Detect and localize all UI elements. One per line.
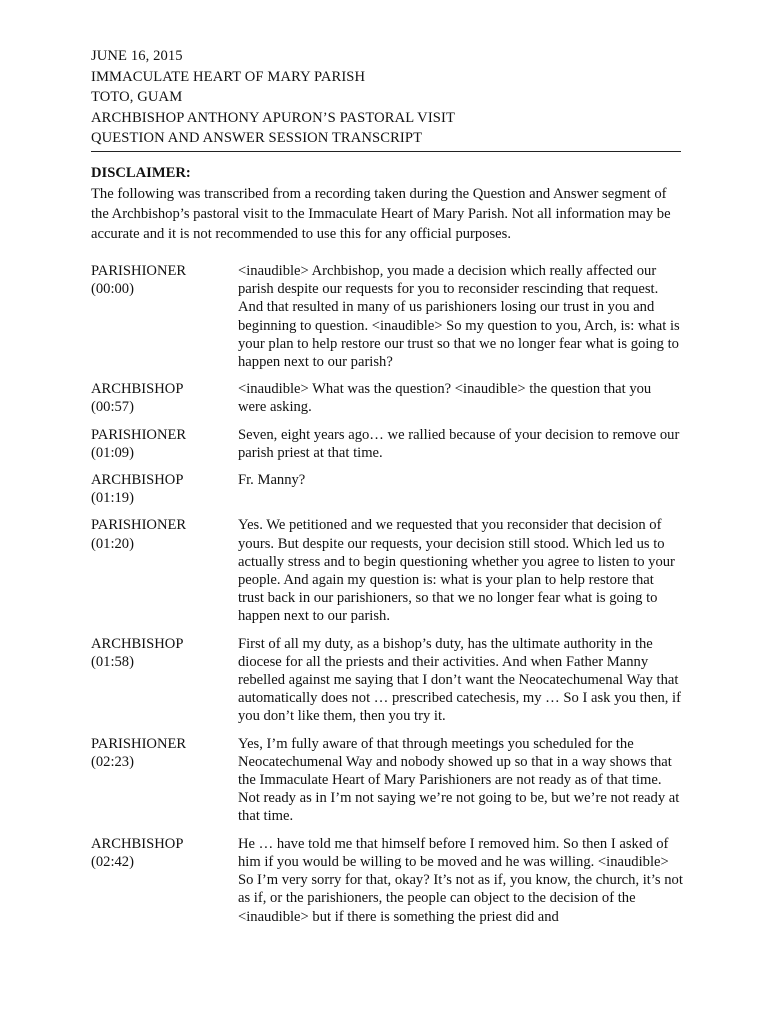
header-location: TOTO, GUAM [91,89,183,105]
utterance-text: Seven, eight years ago… we rallied because of your decision to remove our parish priest at that time. [238,426,680,461]
document-header [91,46,683,149]
timestamp: (02:23) [91,753,134,770]
timestamp: (02:42) [91,853,134,870]
transcript-entry [91,426,683,462]
utterance-text: First of all my duty, as a bishop’s duty, has the ultimate authority in the diocese for all the priests and their activities. And when Father Manny rebelled against me saying that I don’t want the Neocatechumenal Way that automatically does not … prescribed catechesis, my … So I ask you then, if you don’t like them, then you try it. [238,635,681,725]
timestamp: (01:58) [91,653,134,670]
timestamp: (00:00) [91,281,134,298]
disclaimer-title: DISCLAIMER: [91,165,191,181]
timestamp: (00:57) [91,399,134,416]
speaker-name: ARCHBISHOP [91,835,184,852]
speaker-name: ARCHBISHOP [91,472,184,489]
transcript-entry [91,835,683,926]
timestamp: (01:20) [91,535,134,552]
header-parish: IMMACULATE HEART OF MARY PARISH [91,68,366,85]
speaker-block [91,835,238,926]
utterance-text: He … have told me that himself before I removed him. So then I asked of him if you would be willing to be moved and he was willing. <inaudible> So I’m very sorry for that, okay? It’s not as if, you know, the church, it’s not as if, or the parishioners, the people can object to the decision of the <inaudible> but if there is something the priest did and [238,835,683,925]
utterance-text: Yes. We petitioned and we requested that you reconsider that decision of yours. But despite our requests, your decision still stood. Which led us to actually stress and to begin questioning whether you agree to listen to your people. And again my question is: what is your plan to help restore that trust back in our parishioners, so that we no longer fear what is going to happen next to our parish. [238,517,675,625]
transcript-entry [91,380,683,416]
utterance-text: <inaudible> Archbishop, you made a decision which really affected our parish despite our requests for you to reconsider rescinding that request. And that resulted in many of us parishioners losing our trust in you and beginning to question. <inaudible> So my question to you, Arch, is: what is your plan to help restore our trust so that we no longer fear what is going to happen next to our parish? [238,263,680,371]
speaker-block [91,735,238,826]
transcript-entry [91,516,683,625]
speaker-name: PARISHIONER [91,735,187,752]
speaker-name: PARISHIONER [91,263,187,279]
transcript-entry [91,471,683,507]
transcript-entry [91,262,683,371]
timestamp: (01:09) [91,444,134,461]
transcript-entry [91,735,683,826]
transcript-entry [91,635,683,726]
header-date: JUNE 16, 2015 [91,48,183,64]
speaker-name: ARCHBISHOP [91,381,184,398]
speaker-block [91,471,238,507]
transcript-list [91,262,683,935]
speaker-block [91,516,238,625]
utterance-text: Yes, I’m fully aware of that through meetings you scheduled for the Neocatechumenal Way and nobody showed up so that in a way shows that the Immaculate Heart of Mary Parishioners are not ready as of that time. Not ready as in I’m not saying we’re not going to be, but we’re not ready at that time. [238,735,680,825]
header-divider [91,151,681,152]
timestamp: (01:19) [91,490,134,507]
speaker-name: ARCHBISHOP [91,635,184,652]
utterance-text: Fr. Manny? [238,472,306,489]
disclaimer-text: The following was transcribed from a recording taken during the Question and Answer segment of the Archbishop’s pastoral visit to the Immaculate Heart of Mary Parish. Not all information may be accurate and it is not recommended to use this for any official purposes. [91,186,671,243]
speaker-block [91,380,238,416]
speaker-block [91,426,238,462]
header-event: ARCHBISHOP ANTHONY APURON’S PASTORAL VISIT [91,109,455,126]
speaker-block [91,635,238,726]
utterance-text: <inaudible> What was the question? <inaudible> the question that you were asking. [238,381,652,416]
speaker-name: PARISHIONER [91,426,187,443]
header-doc-type: QUESTION AND ANSWER SESSION TRANSCRIPT [91,130,423,146]
speaker-name: PARISHIONER [91,517,187,534]
speaker-block [91,262,238,371]
